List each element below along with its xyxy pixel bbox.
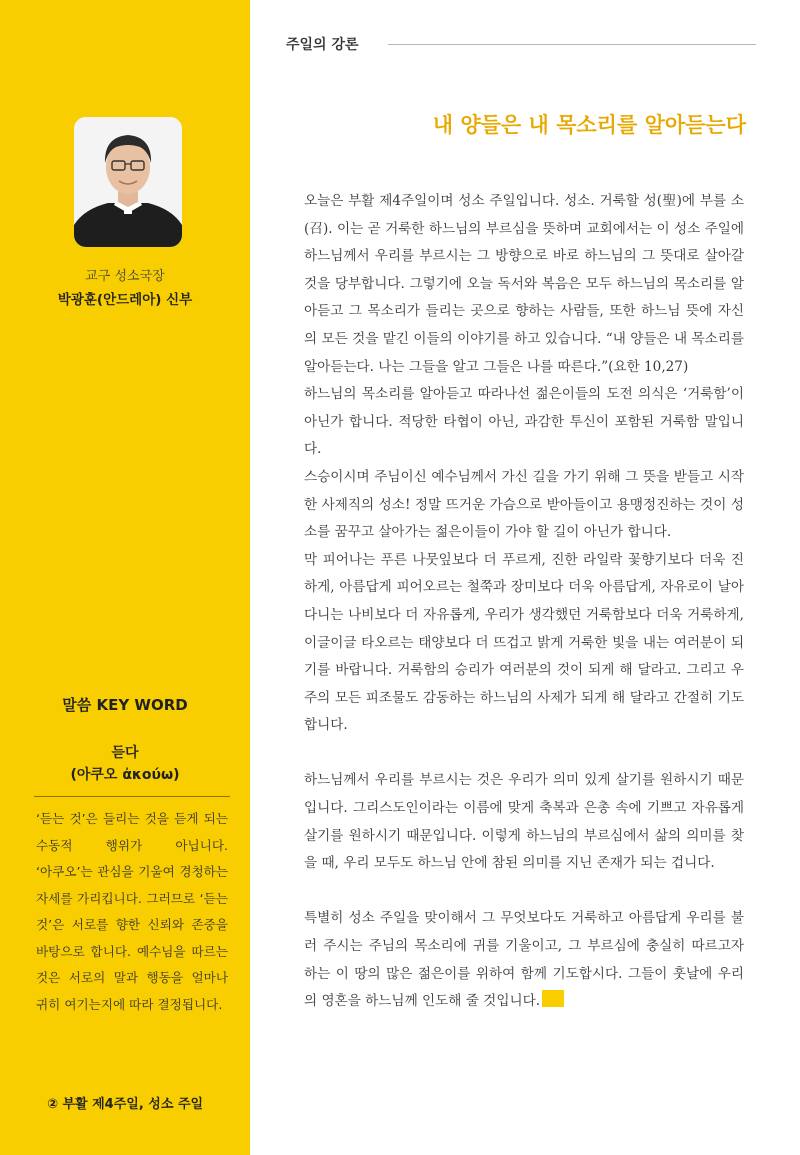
keyword-description: ‘듣는 것’은 들리는 것을 듣게 되는 수동적 행위가 아닙니다. ‘아쿠오’는 관심을 기울여 경청하는 자세를 가리킵니다. 그러므로 ‘듣는 것’은 서로를 향한 신뢰와 존중을 바탕으로 합니다. 예수님을 따르는 것은 서로의 말과 행동을 얼마나 귀히 여기는지에 따라 결정됩니다. xyxy=(36,811,228,1012)
paragraph-6-text: 특별히 성소 주일을 맞이해서 그 무엇보다도 거룩하고 아름답게 우리를 불러 주시는 주님의 목소리에 귀를 기울이고, 그 부르심에 충실히 따르고자 하는 이 땅의 많은 젊은이를 위하여 함께 기도합시다. 그들이 훗날에 우리의 영혼을 하느님께 인도해 줄 것입니다. xyxy=(304,910,744,1010)
article-body xyxy=(304,188,744,1016)
paragraph-1: 오늘은 부활 제4주일이며 성소 주일입니다. 성소. 거룩할 성(聖)에 부를 소(召). 이는 곧 거룩한 하느님의 부르심을 뜻하며 교회에서는 이 성소 주일에 하느님께서 우리를 부르시는 그 방향으로 바로 하느님의 그 뜻대로 살아갈 것을 당부합니다. 그렇기에 오늘 독서와 복음은 모두 하느님의 목소리를 알아듣고 그 목소리가 들리는 곳으로 향하는 사람들, 또한 하느님 뜻에 자신의 모든 것을 맡긴 이들의 이야기를 하고 있습니다. “내 양들은 내 목소리를 알아듣는다. 나는 그들을 알고 그들은 나를 따른다.”(요한 10,27) xyxy=(304,193,744,375)
author-photo xyxy=(74,117,182,247)
paragraph-2: 하느님의 목소리를 알아듣고 따라나선 젊은이들의 도전 의식은 ‘거룩함’이 아닌가 합니다. 적당한 타협이 아닌, 과감한 투신이 포함된 거룩함 말입니다. xyxy=(304,386,744,458)
paragraph-5: 하느님께서 우리를 부르시는 것은 우리가 의미 있게 살기를 원하시기 때문입니다. 그리스도인이라는 이름에 맞게 축복과 은총 속에 기쁘고 자유롭게 살기를 원하시기 때문입니다. 이렇게 하느님의 부르심에서 삶의 의미를 찾을 때, 우리 모두도 하느님 안에 참된 의미를 지닌 존재가 되는 겁니다. xyxy=(304,772,744,872)
paragraph-3: 스승이시며 주님이신 예수님께서 가신 길을 가기 위해 그 뜻을 받들고 시작한 사제직의 성소! 정말 뜨거운 가슴으로 받아들이고 용맹정진하는 것이 성소를 꿈꾸고 살아가는 젊은이들이 가야 할 길이 아닌가 합니다. xyxy=(304,468,744,541)
keyword-divider xyxy=(34,796,230,797)
paragraph-6 xyxy=(304,905,744,1015)
keyword-heading: 말씀 KEY WORD xyxy=(62,696,188,714)
author-role: 교구 성소국장 xyxy=(85,269,165,284)
issue-label: ② 부활 제4주일, 성소 주일 xyxy=(46,1097,204,1112)
paragraph-4: 막 피어나는 푸른 나뭇잎보다 더 푸르게, 진한 라일락 꽃향기보다 더욱 진하게, 아름답게 피어오르는 철쭉과 장미보다 더욱 아름답게, 자유로이 날아다니는 나비보다 더 자유롭게, 우리가 생각했던 거룩함보다 더욱 거룩하게, 이글이글 타오르는 태양보다 더 뜨겁고 밝게 거룩한 빛을 내는 여러분이 되기를 바랍니다. 거룩함의 승리가 여러분의 것이 되게 해 달라고. 그리고 우주의 모든 피조물도 감동하는 하느님의 사제가 되게 해 달라고 간절히 기도합니다. xyxy=(304,551,744,734)
keyword-word: 듣다 xyxy=(111,745,139,761)
section-rule xyxy=(388,44,756,45)
end-mark-icon xyxy=(542,990,564,1007)
sidebar xyxy=(0,0,250,1155)
article-title: 내 양들은 내 목소리를 알아듣는다 xyxy=(432,113,746,137)
author-name: 박광훈(안드레아) 신부 xyxy=(57,292,193,308)
section-label: 주일의 강론 xyxy=(286,37,359,53)
keyword-origin: (아쿠오 ἀκούω) xyxy=(70,767,180,783)
